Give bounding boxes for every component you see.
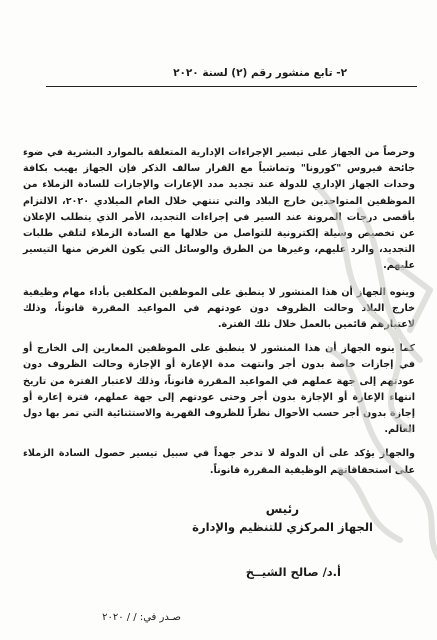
issue-date: صـدر في: / / ٢٠٢٠ xyxy=(102,612,181,623)
paragraph-exception-seconded: كما ينوه الجهاز أن هذا المنشور لا ينطبق على الموظفين المعارين إلى الخارج أو في إجازات خاصة بدون أجر وانتهت مدة الإعارة أو الإجازة وحالت الظروف دون عودتهم إلى جهة عملهم في المواعيد المقررة قانوناً، وذلك لاعتبار الفترة من تاريخ انتهاء الإعارة أو الإجازة بدون أجر وحتى عودتهم إلى جهة عملهم، فترة إعارة أو إجازة بدون أجر حسب الأحوال نظراً للظروف القهرية والاستثنائية التي تمر بها دول العالم. xyxy=(23,343,415,436)
paragraph-intro: وحرصاً من الجهاز على تيسير الإجراءات الإدارية المتعلقة بالموارد البشرية في ضوء جائحة فيروس "كورونا" وتماشياً مع القرار سالف الذكر فإن الجهاز يهيب بكافة وحدات الجهاز الإداري للدولة عند تجديد مدد الإعارات والإجازات للسادة الزملاء من الموظفين المتواجدين خارج البلاد والتي تنتهي خلال العام الميلادي ٢٠٢٠، الالتزام بأقصى درجات المرونة عند السير في إجراءات التجديد، الأمر الذي يتطلب الإعلان عن تخصيص وسيلة إلكترونية للتواصل من خلالها مع السادة الزملاء لتلقي طلبات التجديد، والرد عليهم، وغيرها من الطرق والوسائل التي يكون الغرض منها التيسير عليهم. xyxy=(23,147,415,272)
paragraph-closing: والجهاز يؤكد على أن الدولة لا تدخر جهداً في سبيل تيسير حصول السادة الزملاء على استحقاقاتهم الوظيفية المقررة قانوناً. xyxy=(23,448,415,476)
header-divider xyxy=(46,86,417,87)
page-header: ٢- تابع منشور رقم (٢) لسنة ٢٠٢٠ xyxy=(173,67,347,79)
signature-title: رئيس xyxy=(265,502,299,516)
document-body xyxy=(23,145,415,489)
signature-name: أ.د/ صالح الشيــخ xyxy=(245,565,341,579)
paragraph-exception-assigned: وينوه الجهاز أن هذا المنشور لا ينطبق على الموظفين المكلفين بأداء مهام وظيفية خارج البلاد وحالت الظروف دون عودتهم في المواعيد المقررة قانوناً، وذلك لاعتبارهم قائمين بالعمل خلال تلك الفترة. xyxy=(23,286,415,331)
signature-organization: الجهاز المركزي للتنظيم والإدارة xyxy=(192,520,373,534)
